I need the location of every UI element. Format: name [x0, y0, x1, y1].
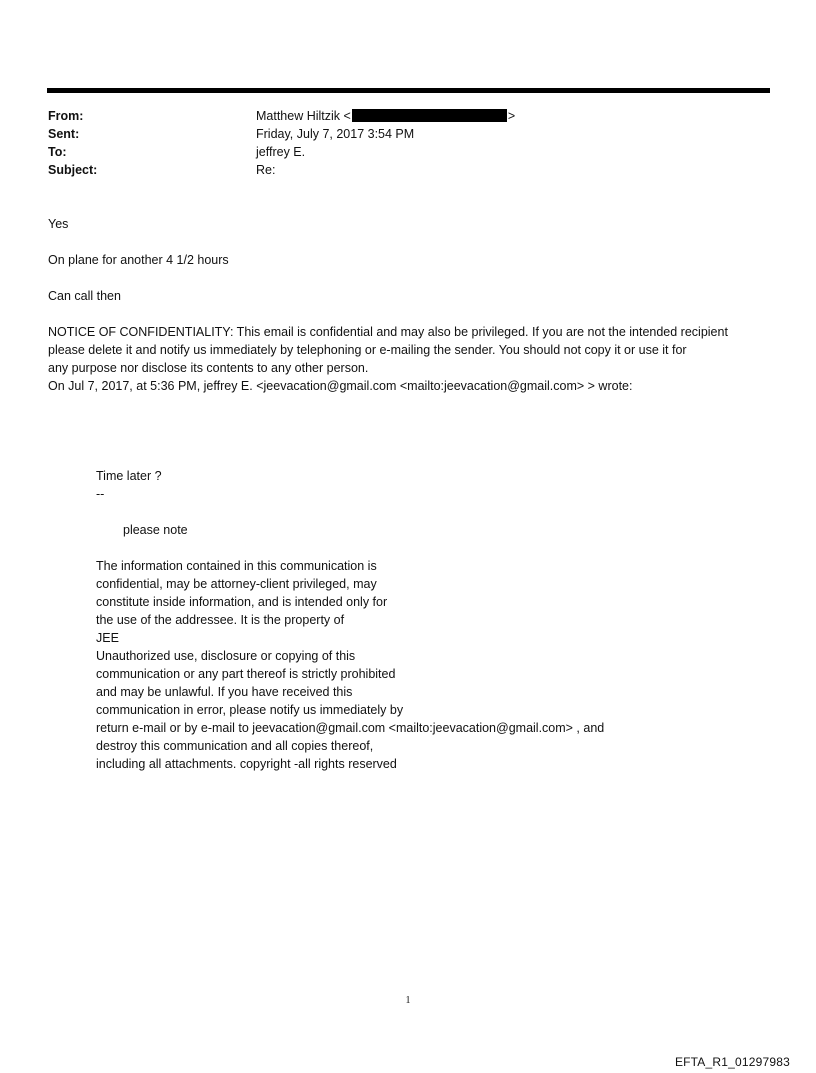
to-value: jeffrey E. [256, 145, 306, 159]
reply-attribution: On Jul 7, 2017, at 5:36 PM, jeffrey E. <jeevacation@gmail.com <mailto:jeevacation@gmail.com> > wrote: [48, 379, 633, 393]
notice-line: NOTICE OF CONFIDENTIALITY: This email is confidential and may also be privileged. If you are not the intended recipient [48, 325, 728, 339]
notice-line: any purpose nor disclose its contents to any other person. [48, 361, 369, 375]
to-label: To: [48, 145, 67, 159]
sent-value: Friday, July 7, 2017 3:54 PM [256, 127, 415, 141]
confidentiality-notice [48, 323, 728, 377]
disclaimer-line: including all attachments. copyright -all rights reserved [96, 757, 397, 771]
disclaimer-line: destroy this communication and all copies thereof, [96, 739, 374, 753]
header-rule [47, 88, 770, 93]
from-value [256, 107, 515, 125]
body-line-call: Can call then [48, 289, 121, 303]
from-close: > [507, 109, 516, 123]
disclaimer-line: return e-mail or by e-mail to jeevacation@gmail.com <mailto:jeevacation@gmail.com> , and [96, 721, 605, 735]
subject-label: Subject: [48, 163, 98, 177]
disclaimer-line: JEE [96, 631, 119, 645]
from-name: Matthew Hiltzik < [256, 109, 351, 123]
redaction-block [352, 109, 507, 122]
disclaimer-line: the use of the addressee. It is the property of [96, 613, 345, 627]
quoted-signature-dash: -- [96, 487, 105, 501]
disclaimer-line: communication in error, please notify us immediately by [96, 703, 404, 717]
disclaimer-line: communication or any part thereof is strictly prohibited [96, 667, 396, 681]
bates-number: EFTA_R1_01297983 [674, 1055, 790, 1069]
disclaimer-line: The information contained in this communication is [96, 559, 377, 573]
notice-line: please delete it and notify us immediately by telephoning or e-mailing the sender. You should not copy it or use it for [48, 343, 687, 357]
body-line-plane: On plane for another 4 1/2 hours [48, 253, 229, 267]
sent-label: Sent: [48, 127, 80, 141]
disclaimer-line: confidential, may be attorney-client privileged, may [96, 577, 377, 591]
disclaimer-line: constitute inside information, and is intended only for [96, 595, 388, 609]
subject-value: Re: [256, 163, 276, 177]
body-line-yes: Yes [48, 217, 69, 231]
quoted-disclaimer [96, 557, 604, 773]
quoted-please-note: please note [123, 523, 188, 537]
quoted-time-later: Time later ? [96, 469, 162, 483]
page-number: 1 [405, 995, 411, 1006]
disclaimer-line: and may be unlawful. If you have received this [96, 685, 353, 699]
from-label: From: [48, 109, 84, 123]
disclaimer-line: Unauthorized use, disclosure or copying of this [96, 649, 356, 663]
